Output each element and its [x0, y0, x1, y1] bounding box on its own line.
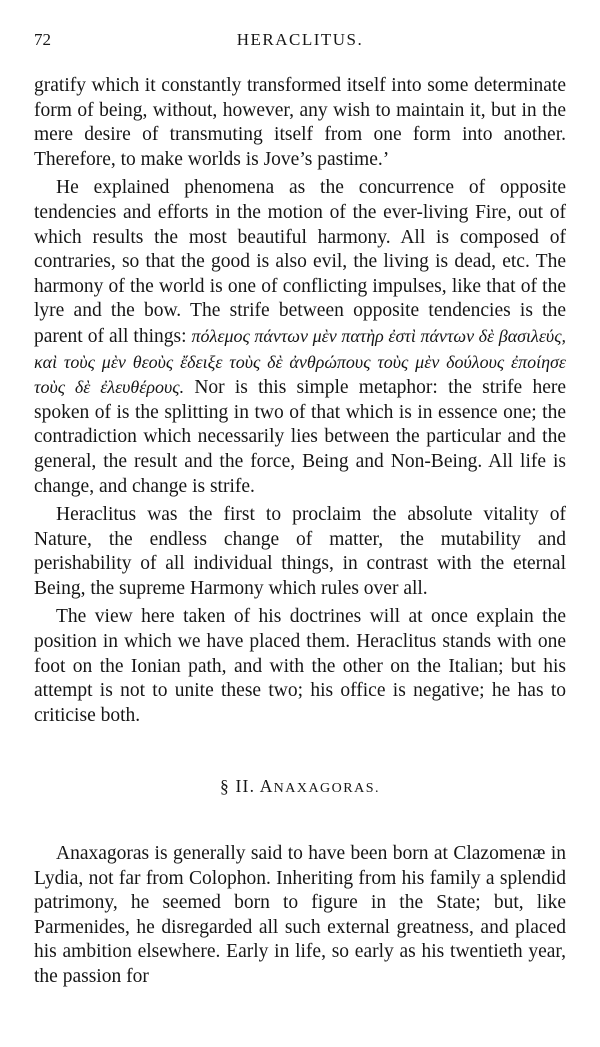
page-body: [34, 74, 566, 990]
paragraph-doctrines: The view here taken of his doctrines will at once explain the position in which we have placed them. Heraclitus stands with one foot on the Ionian path, and with the other on the Italian; but his attempt is not to unite these two; his office is negative; he has to criticise both.: [34, 606, 566, 726]
paragraph-phenomena-continuation: Nor is this simple metaphor: the strife here spoken of is the splitting in two of that which is in essence one; the contradiction which necessarily lies between the particular and the general, the result and the force, Being and Non-Being. All life is change, and change is strife.: [34, 377, 566, 497]
section-heading: [34, 774, 566, 802]
paragraph-anaxagoras: Anaxagoras is generally said to have been born at Clazomenæ in Lydia, not far from Colophon. Inheriting from his family a splendid patrimony, he seemed born to figure in the State; but, like Parmenides, he disregarded all such external greatness, and placed his ambition elsewhere. Early in life, so early as his twentieth year, the passion for: [34, 843, 566, 987]
section-title: NAXAGORAS.: [273, 781, 381, 797]
greek-quotation: πόλεμος πάντων μὲν πατὴρ ἐστὶ πάντων δὲ βασιλεύς, καὶ τοὺς μὲν θεοὺς ἔδειξε τοὺς δὲ ἀνθρώπους τοὺς μὲν δούλους ἐποίησε τοὺς δὲ ἐλευθέρους.: [34, 325, 566, 398]
paragraph-phenomena: [34, 176, 566, 499]
page-header: [34, 30, 566, 54]
paragraph-continuation: gratify which it constantly transformed itself into some determinate form of being, without, however, any wish to maintain it, but in the mere desire of transmuting itself from one form into another. Therefore, to make worlds is Jove’s pastime.’: [34, 75, 566, 170]
page-number: 72: [34, 30, 51, 49]
section-number: § II.: [219, 776, 256, 797]
paragraph-phenomena-text: He explained phenomena as the concurrence of opposite tendencies and efforts in the motion of the ever-living Fire, out of which results the most beautiful harmony. All is composed of contraries, so that the good is also evil, the living is dead, etc. The harmony of the world is one of conflicting impulses, like that of the lyre and the bow. The strife between opposite tendencies is the parent of all things:: [34, 177, 566, 347]
section-title-initial: A: [259, 776, 274, 797]
paragraph-vitality: Heraclitus was the first to proclaim the absolute vitality of Nature, the endless change of matter, the mutability and perishability of all individual things, in contrast with the eternal Being, the supreme Harmony which rules over all.: [34, 504, 566, 599]
running-head: HERACLITUS.: [236, 30, 364, 49]
